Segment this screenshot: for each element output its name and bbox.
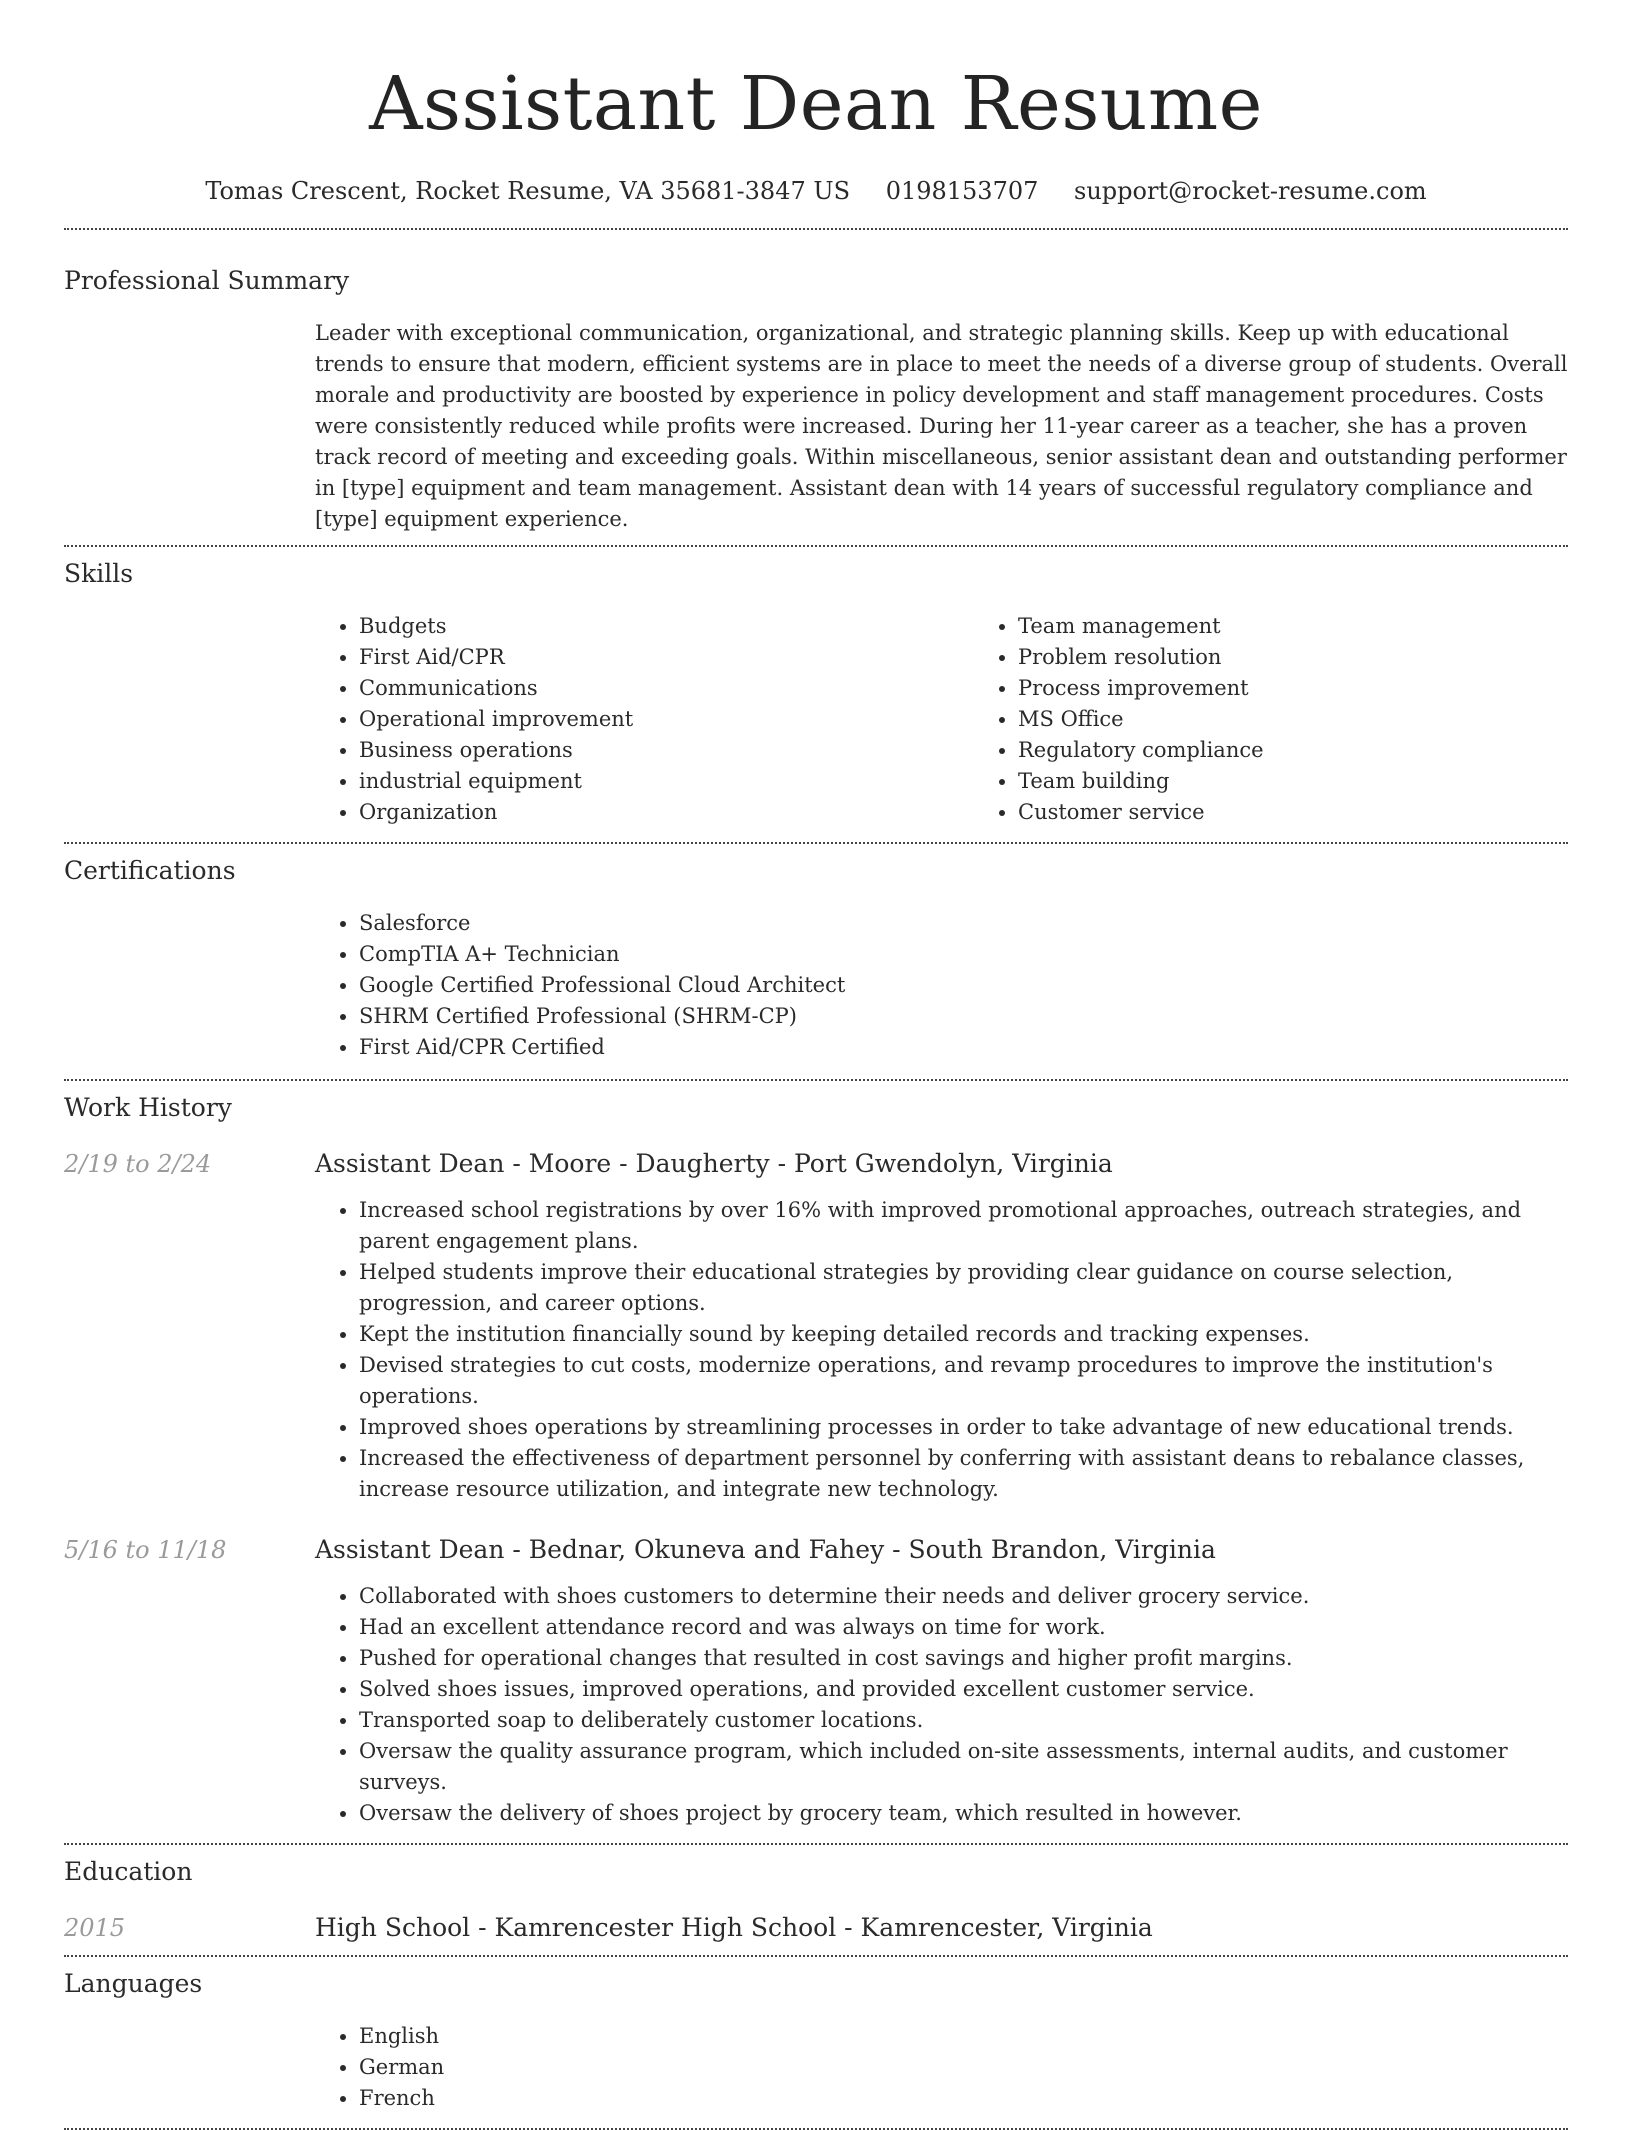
list-item: • Google Certified Professional Cloud Architect (359, 970, 1568, 1001)
list-item: • Regulatory compliance (1018, 735, 1632, 766)
list-item: • Helped students improve their educational strategies by providing clear guidance on course selection, progression, and career options. (359, 1257, 1568, 1319)
education-heading: Education (64, 1857, 193, 1886)
list-item: • Pushed for operational changes that resulted in cost savings and higher profit margins. (359, 1643, 1568, 1674)
list-item: • SHRM Certified Professional (SHRM-CP) (359, 1001, 1568, 1032)
list-item: • Organization (359, 797, 974, 828)
list-item: • Oversaw the delivery of shoes project by grocery team, which resulted in however. (359, 1798, 1568, 1829)
list-item: • Increased school registrations by over 16% with improved promotional approaches, outreach strategies, and parent engagement plans. (359, 1195, 1568, 1257)
list-item: • Team building (1018, 766, 1632, 797)
list-item: • Had an excellent attendance record and was always on time for work. (359, 1612, 1568, 1643)
summary-section (64, 230, 1568, 535)
summary-heading: Professional Summary (64, 266, 350, 295)
languages-section (64, 1957, 1568, 2114)
list-item: • Oversaw the quality assurance program, which included on-site assessments, internal audits, and customer surveys. (359, 1736, 1568, 1798)
list-item: • German (359, 2052, 1568, 2083)
resume-title: Assistant Dean Resume (369, 61, 1263, 147)
list-item: • Communications (359, 673, 974, 704)
job-entry (64, 1147, 1568, 1505)
list-item: • Team management (1018, 611, 1632, 642)
job-title: Assistant Dean - Bednar, Okuneva and Fahey - South Brandon, Virginia (315, 1535, 1216, 1564)
list-item: • Solved shoes issues, improved operations, and provided excellent customer service. (359, 1674, 1568, 1705)
list-item: • Transported soap to deliberately customer locations. (359, 1705, 1568, 1736)
skills-section (64, 547, 1568, 828)
list-item: • First Aid/CPR Certified (359, 1032, 1568, 1063)
education-section (64, 1845, 1568, 1945)
list-item: • Kept the institution financially sound by keeping detailed records and tracking expenses. (359, 1319, 1568, 1350)
contact-line (64, 174, 1568, 208)
list-item: • Collaborated with shoes customers to determine their needs and deliver grocery service. (359, 1581, 1568, 1612)
list-item: • Business operations (359, 735, 974, 766)
list-item: • Process improvement (1018, 673, 1632, 704)
list-item: • industrial equipment (359, 766, 974, 797)
education-entry: High School - Kamrencester High School - Kamrencester, Virginia (315, 1913, 1153, 1942)
work-heading: Work History (64, 1093, 232, 1122)
certifications-list (315, 908, 1568, 1063)
languages-heading: Languages (64, 1969, 203, 1998)
job-dates: 5/16 to 11/18 (64, 1536, 227, 1564)
skills-heading: Skills (64, 559, 134, 588)
contact-address: Tomas Crescent, Rocket Resume, VA 35681-3847 US (205, 177, 851, 205)
education-year: 2015 (64, 1914, 126, 1942)
list-item: • Salesforce (359, 908, 1568, 939)
job-dates: 2/19 to 2/24 (64, 1150, 212, 1178)
list-item: • French (359, 2083, 1568, 2114)
skills-list-right (974, 611, 1632, 828)
list-item: • English (359, 2021, 1568, 2052)
job-bullets (315, 1581, 1568, 1829)
list-item: • Devised strategies to cut costs, modernize operations, and revamp procedures to improve the institution's operations. (359, 1350, 1568, 1412)
list-item: • Budgets (359, 611, 974, 642)
certifications-heading: Certifications (64, 856, 236, 885)
resume-header (64, 54, 1568, 208)
list-item: • Problem resolution (1018, 642, 1632, 673)
list-item: • CompTIA A+ Technician (359, 939, 1568, 970)
languages-list (315, 2021, 1568, 2114)
skills-list-left (315, 611, 974, 828)
list-item: • Operational improvement (359, 704, 974, 735)
list-item: • First Aid/CPR (359, 642, 974, 673)
list-item: • Customer service (1018, 797, 1632, 828)
job-title: Assistant Dean - Moore - Daugherty - Port Gwendolyn, Virginia (315, 1149, 1113, 1178)
list-item: • MS Office (1018, 704, 1632, 735)
list-item: • Improved shoes operations by streamlining processes in order to take advantage of new educational trends. (359, 1412, 1568, 1443)
work-section (64, 1081, 1568, 1829)
list-item: • Increased the effectiveness of department personnel by conferring with assistant deans to rebalance classes, increase resource utilization, and integrate new technology. (359, 1443, 1568, 1505)
job-bullets (315, 1195, 1568, 1505)
certifications-section (64, 844, 1568, 1063)
contact-phone: 0198153707 (885, 177, 1039, 205)
summary-text: Leader with exceptional communication, organizational, and strategic planning skills. Keep up with educational trends to ensure that modern, efficient systems are in place to meet the needs of a diverse group of students. Overall morale and productivity are boosted by experience in policy development and staff management procedures. Costs were consistently reduced while profits were increased. During her 11-year career as a teacher, she has a proven track record of meeting and exceeding goals. Within miscellaneous, senior assistant dean and outstanding performer in [type] equipment and team management. Assistant dean with 14 years of successful regulatory compliance and [type] equipment experience. (315, 321, 1568, 531)
job-entry (64, 1533, 1568, 1829)
contact-email: support@rocket-resume.com (1074, 177, 1427, 205)
